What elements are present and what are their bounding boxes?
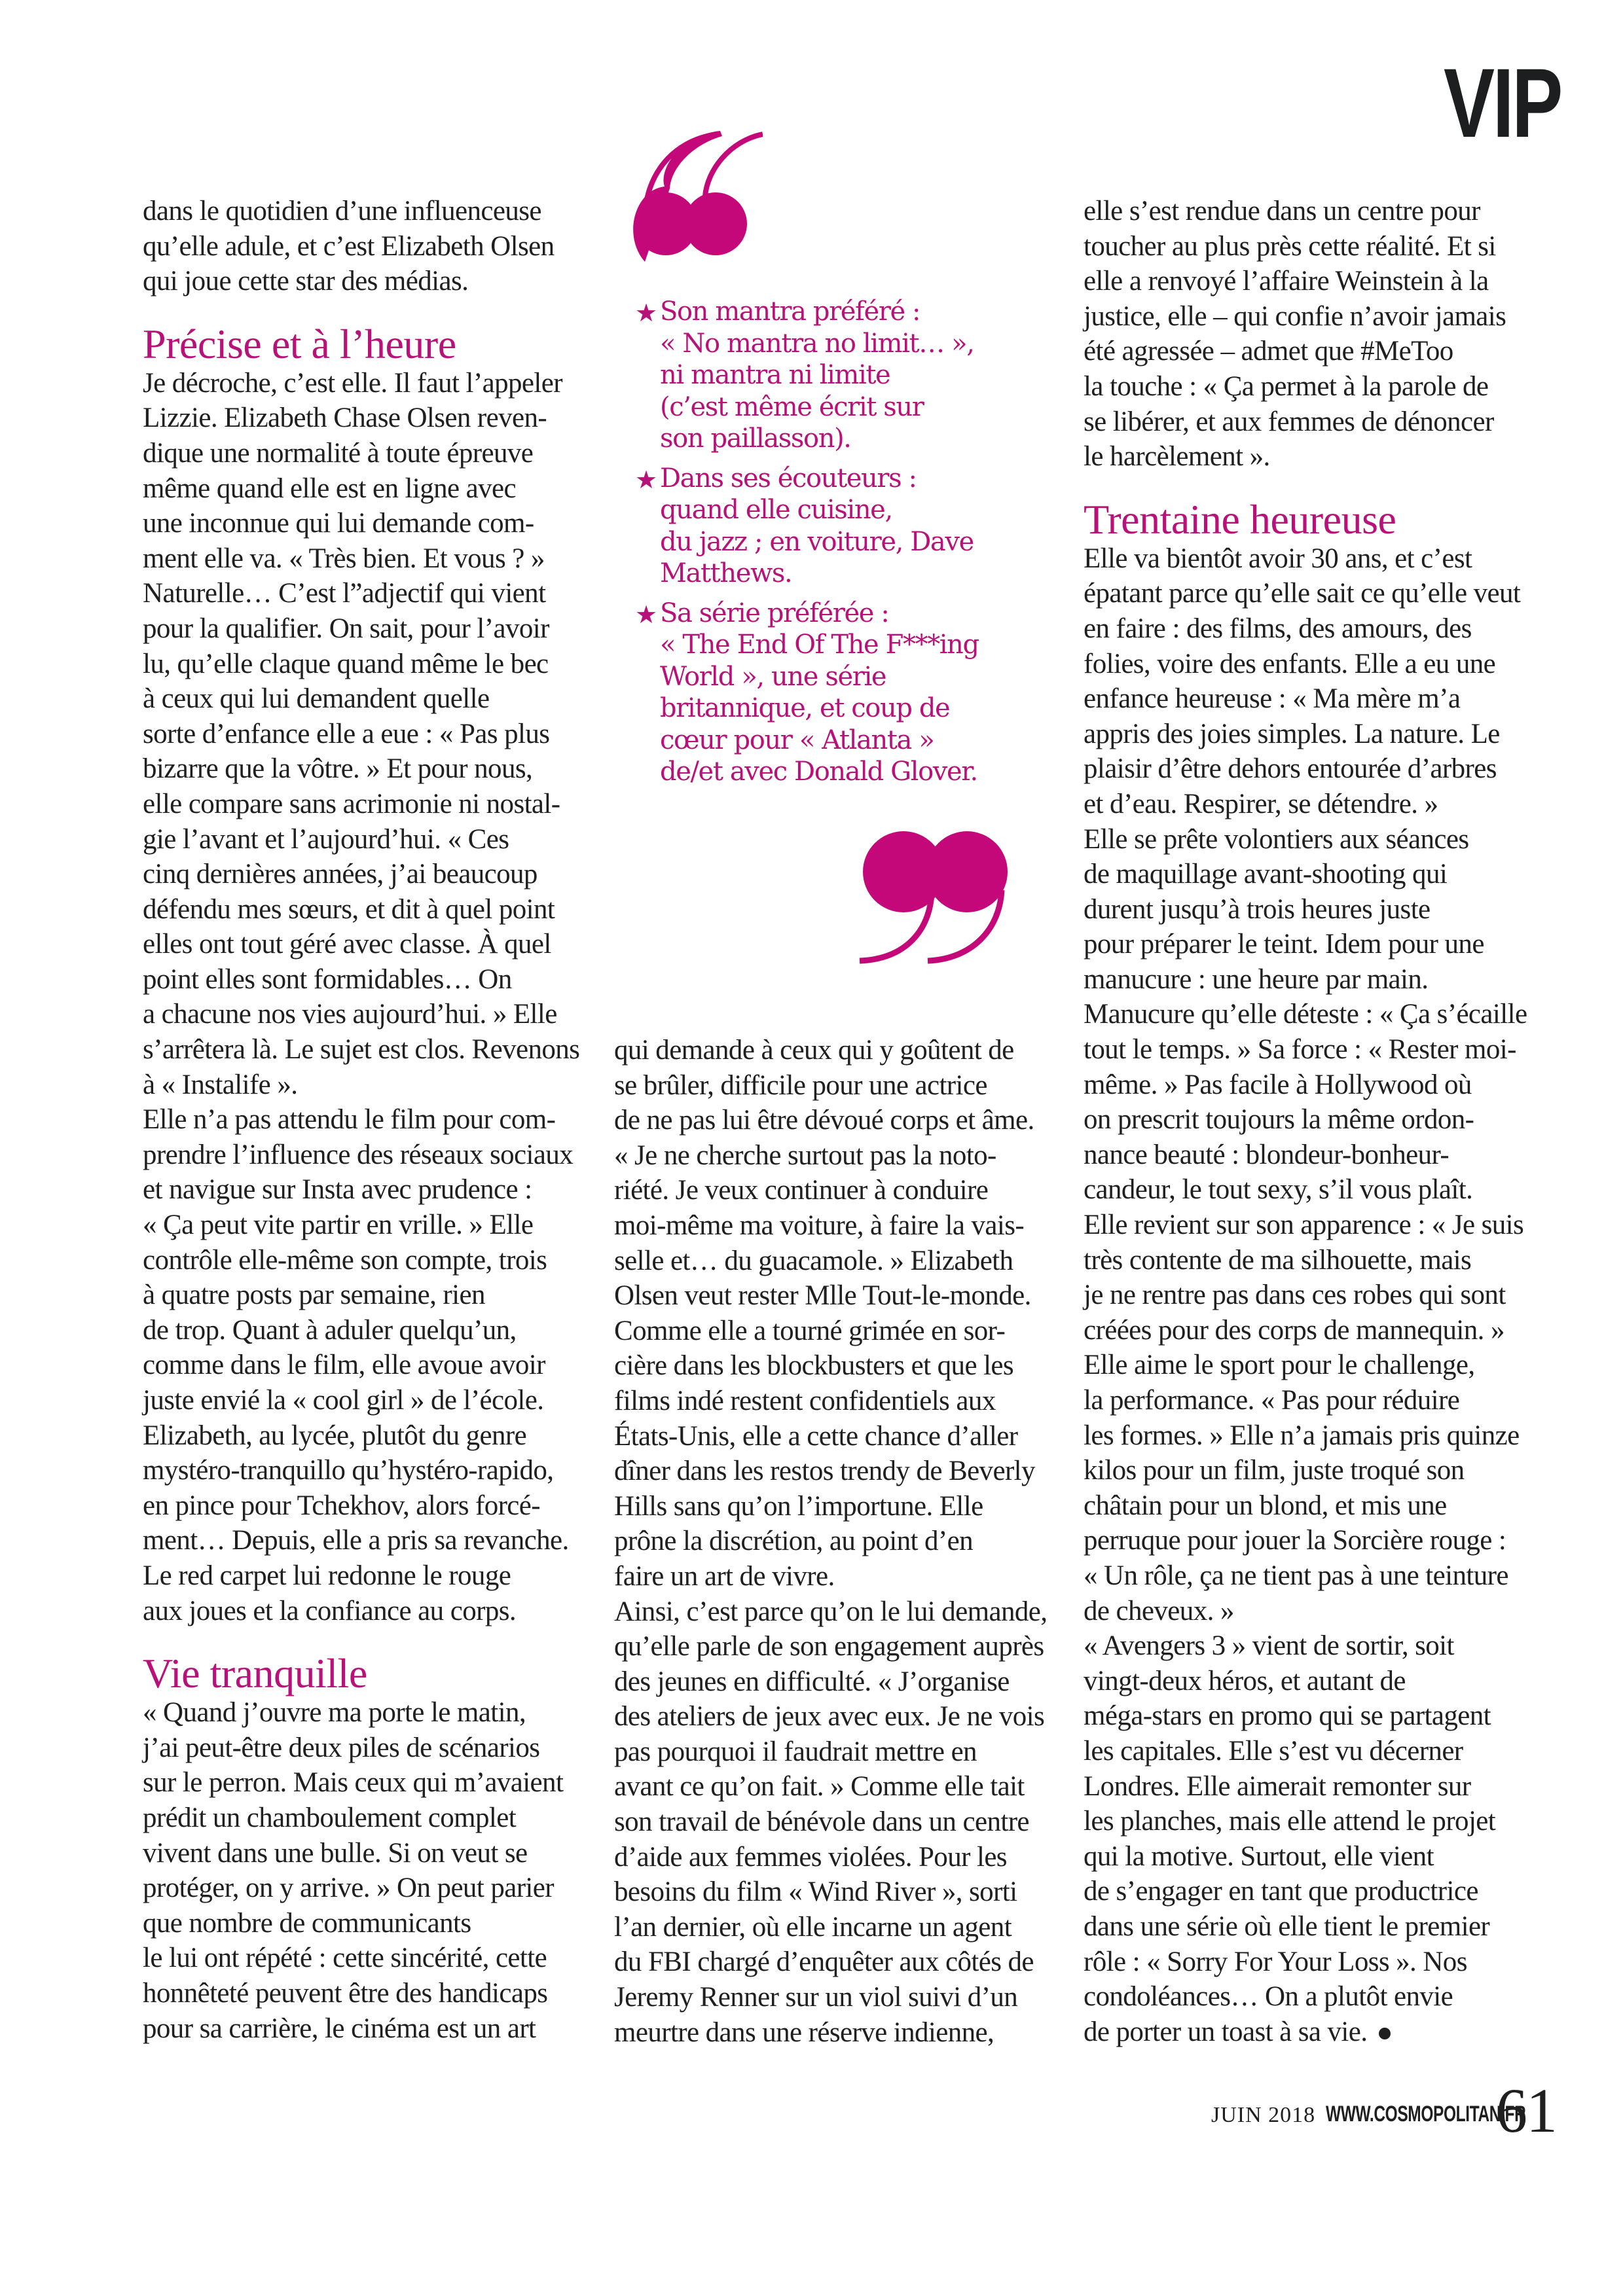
body-line: « Je ne cherche surtout pas la noto- — [614, 1139, 996, 1171]
body-line: une inconnue qui lui demande com- — [143, 508, 534, 539]
body-line: candeur, le tout sexy, s’il vous plaît. — [1084, 1174, 1473, 1206]
end-of-article-bullet-icon — [1379, 2028, 1391, 2039]
body-line: son travail de bénévole dans un centre — [614, 1806, 1029, 1838]
body-line: contrôle elle-même son compte, trois — [143, 1244, 547, 1276]
body-line: à quatre posts par semaine, rien — [143, 1280, 485, 1311]
body-line: qu’elle adule, et c’est Elizabeth Olsen — [143, 230, 555, 262]
pullquote-line: de/et avec Donald Glover. — [660, 757, 977, 787]
body-line: honnêteté peuvent être des handicaps — [143, 1977, 548, 2009]
middle-column — [614, 1033, 1053, 2050]
body-line: pour préparer le teint. Idem pour une — [1084, 929, 1484, 960]
body-line: manucure : une heure par main. — [1084, 963, 1429, 995]
body-line: Lizzie. Elizabeth Chase Olsen reven- — [143, 403, 547, 434]
pullquote-line: (c’est même écrit sur — [660, 391, 924, 422]
pullquote-line: Son mantra préféré : — [660, 296, 921, 327]
body-line: gie l’avant et l’aujourd’hui. « Ces — [143, 823, 509, 855]
body-line: très contente de ma silhouette, mais — [1084, 1244, 1472, 1276]
body-line: prédit un chamboulement complet — [143, 1802, 517, 1833]
body-line: et d’eau. Respirer, se détendre. » — [1084, 788, 1438, 819]
body-line: ment… Depuis, elle a pris sa revanche. — [143, 1525, 569, 1556]
body-line: cinq dernières années, j’ai beaucoup — [143, 859, 538, 890]
body-line: le harcèlement ». — [1084, 441, 1270, 473]
pullquote-line: World », une série — [660, 661, 886, 692]
body-line: « Un rôle, ça ne tient pas à une teinture — [1084, 1560, 1508, 1591]
body-line: Olsen veut rester Mlle Tout-le-monde. — [614, 1280, 1031, 1312]
spacer — [1084, 475, 1529, 498]
body-line: pour la qualifier. On sait, pour l’avoir — [143, 613, 549, 644]
body-line: qui demande à ceux qui y goûtent de — [614, 1035, 1014, 1066]
body-line: sur le perron. Mais ceux qui m’avaient — [143, 1767, 564, 1799]
body-line: nance beauté : blondeur-bonheur- — [1084, 1139, 1450, 1170]
body-line: la touche : « Ça permet à la parole de — [1084, 370, 1489, 402]
body-line: elles ont tout géré avec classe. À quel — [143, 929, 551, 960]
body-line: des ateliers de jeux avec eux. Je ne vois — [614, 1701, 1045, 1732]
body-line: Hills sans qu’on l’importune. Elle — [614, 1490, 983, 1522]
body-line: pas pourquoi il faudrait mettre en — [614, 1736, 977, 1767]
body-line: de maquillage avant-shooting qui — [1084, 859, 1448, 890]
body-line: elle a renvoyé l’affaire Weinstein à la — [1084, 266, 1489, 297]
body-line: dique une normalité à toute épreuve — [143, 437, 534, 469]
body-line: Londres. Elle aimerait remonter sur — [1084, 1770, 1471, 1802]
pullquote-line: Sa série préférée : — [660, 598, 889, 628]
body-line: des jeunes en difficulté. « J’organise — [614, 1666, 1010, 1697]
body-line: en pince pour Tchekhov, alors forcé- — [143, 1490, 541, 1521]
pullquote-item — [635, 296, 1041, 455]
body-line: créées pour des corps de mannequin. » — [1084, 1314, 1504, 1346]
heading-trentaine-heureuse: Trentaine heureuse — [1084, 495, 1396, 543]
body-line: tout le temps. » Sa force : « Rester moi- — [1084, 1034, 1516, 1066]
body-line: le lui ont répété : cette sincérité, cette — [143, 1943, 547, 1974]
body-line: ment elle va. « Très bien. Et vous ? » — [143, 543, 545, 574]
spacer — [143, 299, 581, 323]
page-footer — [1211, 2075, 1558, 2145]
pullquote-line: son paillasson). — [660, 423, 851, 454]
heading-precise-et-a-l-heure: Précise et à l’heure — [143, 320, 456, 367]
body-line: comme dans le film, elle avoue avoir — [143, 1350, 545, 1381]
body-line: condoléances… On a plutôt envie — [1084, 1981, 1453, 2013]
pullquote-list — [635, 296, 1041, 796]
body-line: États-Unis, elle a cette chance d’aller — [614, 1420, 1018, 1452]
body-line: enfance heureuse : « Ma mère m’a — [1084, 683, 1461, 715]
pullquote-line: britannique, et coup de — [660, 693, 950, 723]
body-line: à « Instalife ». — [143, 1069, 298, 1100]
body-line: du FBI chargé d’enquêter aux côtés de — [614, 1946, 1034, 1978]
body-line: l’an dernier, où elle incarne un agent — [614, 1911, 1012, 1943]
body-line: Manucure qu’elle déteste : « Ça s’écaille — [1084, 999, 1527, 1030]
body-line: protéger, on y arrive. » On peut parier — [143, 1873, 554, 1904]
body-line: de trop. Quant à aduler quelqu’un, — [143, 1314, 517, 1346]
body-line: châtain pour un blond, et mis une — [1084, 1490, 1447, 1521]
body-line: Comme elle a tourné grimée en sor- — [614, 1315, 1006, 1346]
body-line: toucher au plus près cette réalité. Et si — [1084, 230, 1496, 262]
heading-vie-tranquille: Vie tranquille — [143, 1650, 367, 1697]
body-line: Jeremy Renner sur un viol suivi d’un — [614, 1982, 1018, 2013]
body-line: selle et… du guacamole. » Elizabeth — [614, 1245, 1013, 1276]
body-line: « Quand j’ouvre ma porte le matin, — [143, 1697, 526, 1729]
body-line: méga-stars en promo qui se partagent — [1084, 1700, 1491, 1732]
spacer — [143, 1628, 581, 1652]
body-line: kilos pour un film, juste troqué son — [1084, 1455, 1465, 1486]
body-line: dans une série où elle tient le premier — [1084, 1910, 1490, 1942]
body-line: avant ce qu’on fait. » Comme elle tait — [614, 1771, 1025, 1803]
body-line: à ceux qui lui demandent quelle — [143, 683, 490, 715]
body-line: plaisir d’être dehors entourée d’arbres — [1084, 753, 1497, 785]
body-line: Je décroche, c’est elle. Il faut l’appeler — [143, 367, 562, 399]
body-line: qui la motive. Surtout, elle vient — [1084, 1840, 1434, 1872]
body-line: aux joues et la confiance au corps. — [143, 1595, 516, 1626]
pullquote-item — [635, 463, 1041, 590]
body-line: riété. Je veux continuer à conduire — [614, 1175, 989, 1206]
body-line: dans le quotidien d’une influenceuse — [143, 196, 541, 226]
right-section-3 — [1084, 541, 1529, 2015]
body-line: on prescrit toujours la même ordon- — [1084, 1104, 1474, 1136]
right-intro — [1084, 194, 1529, 475]
body-line: cière dans les blockbusters et que les — [614, 1350, 1014, 1382]
body-line: meurtre dans une réserve indienne, — [614, 2017, 994, 2048]
body-line: Le red carpet lui redonne le rouge — [143, 1560, 511, 1591]
section-tag: VIP — [1444, 48, 1561, 158]
open-quote-icon — [632, 131, 763, 268]
body-line: je ne rentre pas dans ces robes qui sont — [1084, 1280, 1506, 1311]
body-line: en faire : des films, des amours, des — [1084, 613, 1472, 644]
body-line: mystéro-tranquillo qu’hystéro-rapido, — [143, 1455, 554, 1486]
body-line: de s’engager en tant que productrice — [1084, 1876, 1478, 1907]
body-line: se libérer, et aux femmes de dénoncer — [1084, 406, 1494, 437]
body-line: défendu mes sœurs, et dit à quel point — [143, 893, 555, 925]
left-section-2 — [143, 1695, 581, 2046]
body-line: justice, elle – qui confie n’avoir jamais — [1084, 300, 1506, 332]
body-line: Naturelle… C’est l”adjectif qui vient — [143, 578, 546, 609]
body-line: sorte d’enfance elle a eue : « Pas plus — [143, 718, 550, 749]
article-last-line — [1084, 2015, 1529, 2050]
star-icon: ★ — [635, 600, 658, 629]
body-line: de ne pas lui être dévoué corps et âme. — [614, 1105, 1034, 1136]
body-line: prendre l’influence des réseaux sociaux — [143, 1139, 574, 1170]
pullquote-line: quand elle cuisine, — [660, 495, 892, 525]
body-line: bizarre que la vôtre. » Et pour nous, — [143, 753, 533, 785]
body-line: « Avengers 3 » vient de sortir, soit — [1084, 1630, 1454, 1662]
body-line: et navigue sur Insta avec prudence : — [143, 1174, 532, 1206]
body-line: qui joue cette star des médias. — [143, 266, 469, 297]
left-section-1 — [143, 366, 581, 1628]
pullquote-line: « The End Of The F***ing — [660, 630, 979, 660]
pullquote-line: Dans ses écouteurs : — [660, 463, 917, 493]
pullquote-item — [635, 598, 1041, 788]
pullquote-line: du jazz ; en voiture, Dave — [660, 526, 974, 557]
body-line: vingt-deux héros, et autant de — [1084, 1665, 1406, 1696]
body-line: besoins du film « Wind River », sorti — [614, 1876, 1017, 1908]
body-line: folies, voire des enfants. Elle a eu une — [1084, 648, 1496, 679]
body-line: Elle revient sur son apparence : « Je suis — [1084, 1210, 1524, 1241]
body-line: dîner dans les restos trendy de Beverly — [614, 1456, 1035, 1487]
body-line: elle compare sans acrimonie ni nostal- — [143, 788, 560, 819]
body-line: les capitales. Elle s’est vu décerner — [1084, 1735, 1463, 1767]
body-line: Ainsi, c’est parce qu’on le lui demande, — [614, 1596, 1048, 1627]
body-line: durent jusqu’à trois heures juste — [1084, 893, 1431, 925]
body-line: juste envié la « cool girl » de l’école. — [143, 1385, 544, 1416]
body-line: la performance. « Pas pour réduire — [1084, 1385, 1460, 1416]
body-line: j’ai peut-être deux piles de scénarios — [143, 1732, 540, 1763]
body-line: point elles sont formidables… On — [143, 963, 512, 995]
body-line: perruque pour jouer la Sorcière rouge : — [1084, 1525, 1506, 1556]
star-icon: ★ — [635, 298, 658, 327]
body-line: moi-même ma voiture, à faire la vais- — [614, 1210, 1025, 1241]
body-line: a chacune nos vies aujourd’hui. » Elle — [143, 999, 557, 1030]
website-link[interactable]: WWW.COSMOPOLITAN.FR — [1326, 2102, 1526, 2126]
body-line: Elizabeth, au lycée, plutôt du genre — [143, 1420, 527, 1451]
body-line: même. » Pas facile à Hollywood où — [1084, 1069, 1472, 1100]
body-line: épatant parce qu’elle sait ce qu’elle veut — [1084, 578, 1521, 609]
body-line: qu’elle parle de son engagement auprès — [614, 1631, 1044, 1662]
body-line: films indé restent confidentiels aux — [614, 1385, 996, 1416]
body-line: Elle va bientôt avoir 30 ans, et c’est — [1084, 543, 1472, 574]
pullquote-line: cœur pour « Atlanta » — [660, 725, 934, 755]
body-line: Elle aime le sport pour le challenge, — [1084, 1350, 1475, 1381]
close-quote-icon — [854, 825, 1015, 969]
star-icon: ★ — [635, 465, 658, 494]
body-line: d’aide aux femmes violées. Pour les — [614, 1841, 1007, 1873]
page-number: 61 — [1496, 2075, 1556, 2145]
left-intro — [143, 194, 581, 299]
body-line: que nombre de communicants — [143, 1907, 471, 1939]
body-line: elle s’est rendue dans un centre pour — [1084, 196, 1480, 226]
body-line: même quand elle est en ligne avec — [143, 473, 517, 504]
pullquote-line: ni mantra ni limite — [660, 360, 890, 390]
body-line: Elle se prête volontiers aux séances — [1084, 823, 1469, 855]
body-line: Elle n’a pas attendu le film pour com- — [143, 1104, 556, 1136]
body-line: prône la discrétion, au point d’en — [614, 1526, 973, 1557]
body-line: été agressée – admet que #MeToo — [1084, 336, 1453, 367]
body-line: appris des joies simples. La nature. Le — [1084, 718, 1500, 749]
issue-date: JUIN 2018 — [1211, 2103, 1316, 2127]
body-line: « Ça peut vite partir en vrille. » Elle — [143, 1210, 534, 1241]
body-line: se brûler, difficile pour une actrice — [614, 1069, 987, 1101]
body-line: les formes. » Elle n’a jamais pris quinze — [1084, 1420, 1520, 1451]
body-line: s’arrêtera là. Le sujet est clos. Revenons — [143, 1034, 580, 1066]
right-column — [1084, 194, 1529, 2049]
pullquote-line: « No mantra no limit… », — [660, 328, 974, 359]
body-line: les planches, mais elle attend le projet — [1084, 1806, 1496, 1837]
body-line: de cheveux. » — [1084, 1595, 1234, 1626]
body-line: lu, qu’elle claque quand même le bec — [143, 648, 549, 679]
body-line: rôle : « Sorry For Your Loss ». Nos — [1084, 1946, 1467, 1977]
body-line: pour sa carrière, le cinéma est un art — [143, 2013, 536, 2044]
body-line: faire un art de vivre. — [614, 1560, 835, 1592]
last-line-text: de porter un toast à sa vie. — [1084, 2016, 1368, 2047]
body-line: vivent dans une bulle. Si on veut se — [143, 1837, 528, 1869]
left-column — [143, 194, 581, 2046]
pullquote-line: Matthews. — [660, 558, 792, 588]
